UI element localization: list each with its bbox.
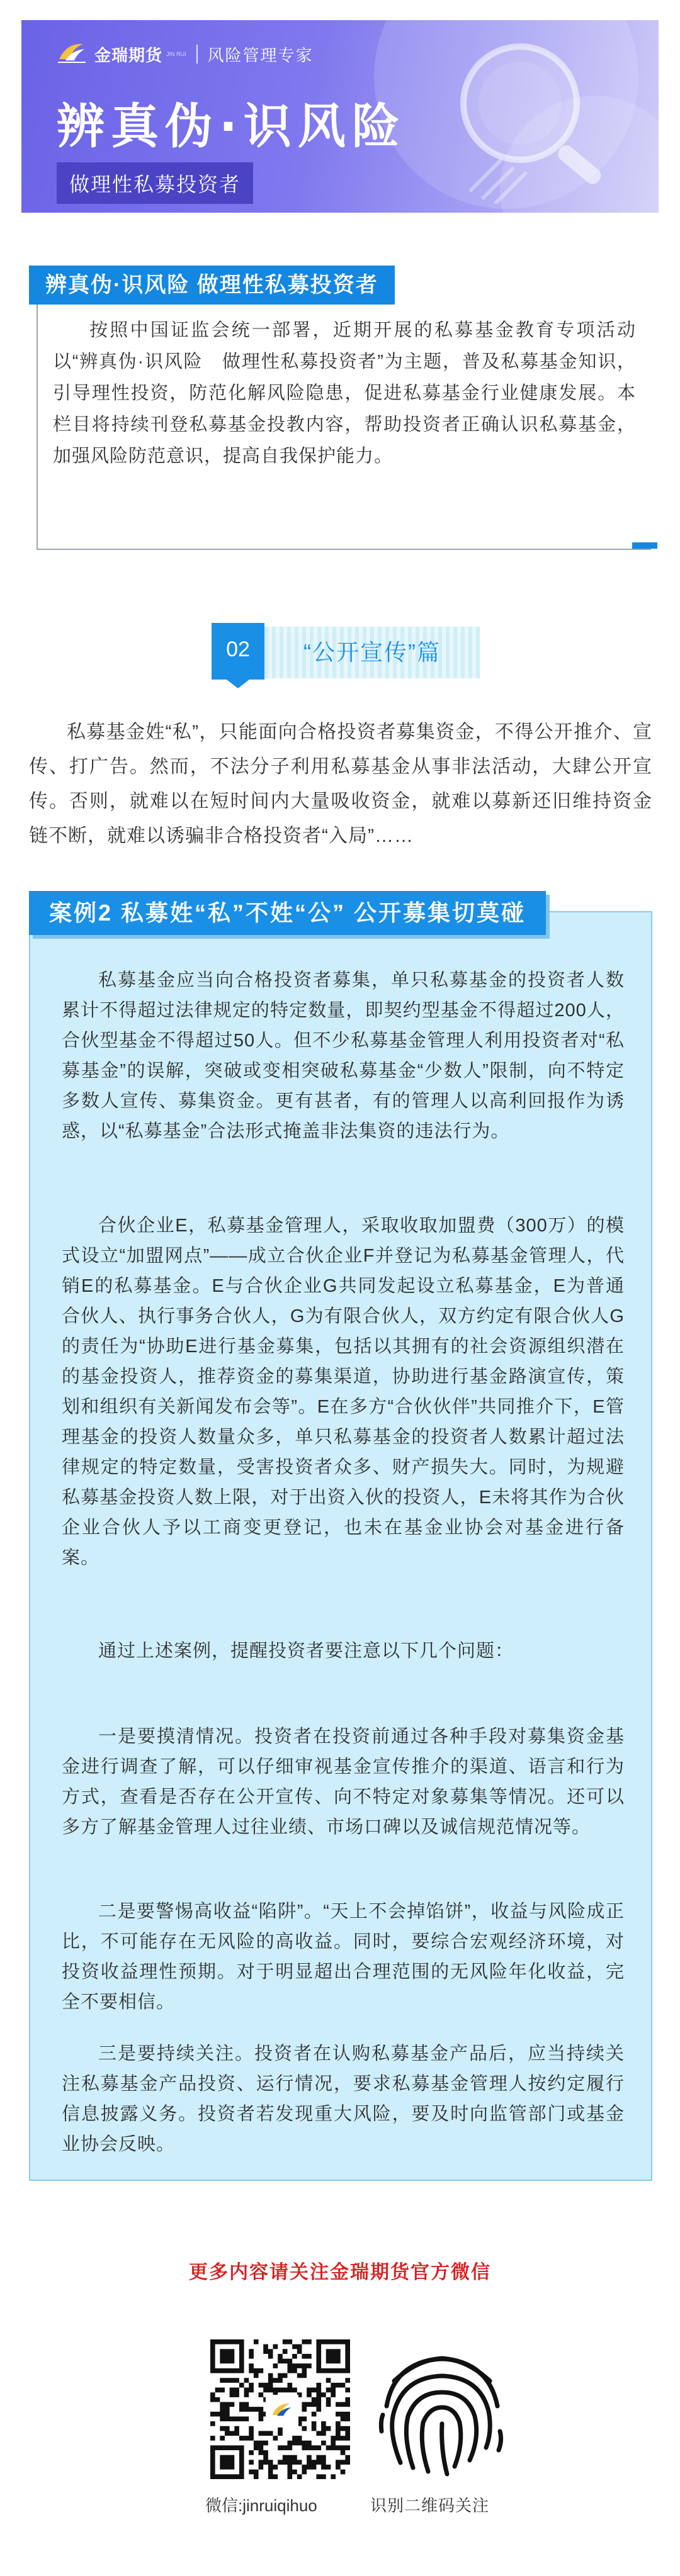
follow-text: 更多内容请关注金瑞期货官方微信 [189, 2262, 491, 2283]
case-paragraph-2: 合伙企业E，私募基金管理人，采取收取加盟费（300万）的模式设立“加盟网点”——成立合伙企业F并登记为私募基金管理人，代销E的私募基金。E与合伙企业G共同发起设立私募基金，E为普通合伙人、执行事务合伙人，G为有限合伙人，双方约定有限合伙人G的责任为“协助E进行基金募集，包括以其拥有的社会资源组织潜在的基金投资人，推荐资金的募集渠道，协助进行基金路演宣传，策划和组织有关新闻发布会等”。E在多方“合伙伙伴”共同推介下，E管理基金的投资人数量众多，单只私募基金的投资者人数累计超过法律规定的特定数量，受害投资者众多、财产损失大。同时，为规避私募基金投资人数上限，对于出资入伙的投资人，E未将其作为合伙企业合伙人予以工商变更登记，也未在基金业协会对基金进行备案。 [62, 1216, 625, 1568]
case-paragraph-4: 一是要摸清情况。投资者在投资前通过各种手段对募集资金基金进行调查了解，可以仔细审视基金宣传推介的渠道、语言和行为方式，查看是否存在公开宣传、向不特定对象募集等情况。还可以多方了解基金管理人过往业绩、市场口碑以及诚信规范情况等。 [62, 1727, 625, 1837]
case-paragraph-1: 私募基金应当向合格投资者募集，单只私募基金的投资者人数累计不得超过法律规定的特定数量，即契约型基金不得超过200人，合伙型基金不得超过50人。但不少私募基金管理人利用投资者对“私募基金”的误解，突破或变相突破私募基金“少数人”限制，向不特定多数人宣传、募集资金。更有甚者，有的管理人以高利回报作为诱惑，以“私募基金”合法形式掩盖非法集资的违法行为。 [62, 970, 625, 1141]
section-number-badge: 02 [212, 623, 264, 680]
brand-name: 金瑞期货 [94, 45, 163, 65]
fingerprint-icon[interactable] [369, 2337, 515, 2486]
intro-tag: 辨真伪·识风险 做理性私募投资者 [29, 266, 395, 305]
brand-logo-small-text: JIN RUI [166, 51, 186, 57]
intro-corner-accent [632, 542, 657, 549]
banner-title: 辨真伪·识风险 [57, 98, 406, 154]
qr-logo-icon [266, 2395, 298, 2428]
brand-row [55, 40, 314, 68]
banner-subtitle: 做理性私募投资者 [57, 162, 253, 204]
brand-tagline: 风险管理专家 [207, 45, 314, 65]
section-number-tail [227, 680, 249, 688]
section-paragraph: 私募基金姓“私”，只能面向合格投资者募集资金，不得公开推介、宣传、打广告。然而，不法分子利用私募基金从事非法活动，大肆公开宣传。否则，就难以在短时间内大量吸收资金，就难以募新还旧维持资金链不断，就难以诱骗非合格投资者“入局”…… [29, 722, 652, 846]
brand-logo-icon [55, 40, 89, 68]
intro-text: 按照中国证监会统一部署，近期开展的私募基金教育专项活动以“辨真伪·识风险 做理性私募投资者”为主题，普及私募基金知识，引导理性投资，防范化解风险隐患，促进私募基金行业健康发展。本栏目将持续刊登私募基金投教内容，帮助投资者正确认识私募基金，加强风险防范意识，提高自我保护能力。 [53, 320, 636, 466]
header-banner [21, 20, 659, 213]
section-title: “公开宣传”篇 [303, 639, 441, 665]
scan-hint: 识别二维码关注 [370, 2496, 490, 2515]
qr-code[interactable] [210, 2339, 350, 2479]
case-paragraph-5: 二是要警惕高收益“陷阱”。“天上不会掉馅饼”，收益与风险成正比，不可能存在无风险的高收益。同时，要综合宏观经济环境，对投资收益理性预期。对于明显超出合理范围的无风险年化收益，完全不要相信。 [62, 1901, 625, 2012]
case-paragraph-6: 三是要持续关注。投资者在认购私募基金产品后，应当持续关注私募基金产品投资、运行情况，要求私募基金管理人按约定履行信息披露义务。投资者若发现重大风险，要及时向监管部门或基金业协会反映。 [62, 2044, 625, 2154]
magnifier-icon [432, 34, 621, 207]
brand-divider [196, 45, 198, 64]
wechat-id: 微信:jinruiqihuo [205, 2496, 317, 2515]
case-paragraph-3: 通过上述案例，提醒投资者要注意以下几个问题： [98, 1641, 514, 1661]
case-label: 案例2 私募姓“私”不姓“公” 公开募集切莫碰 [29, 891, 546, 935]
